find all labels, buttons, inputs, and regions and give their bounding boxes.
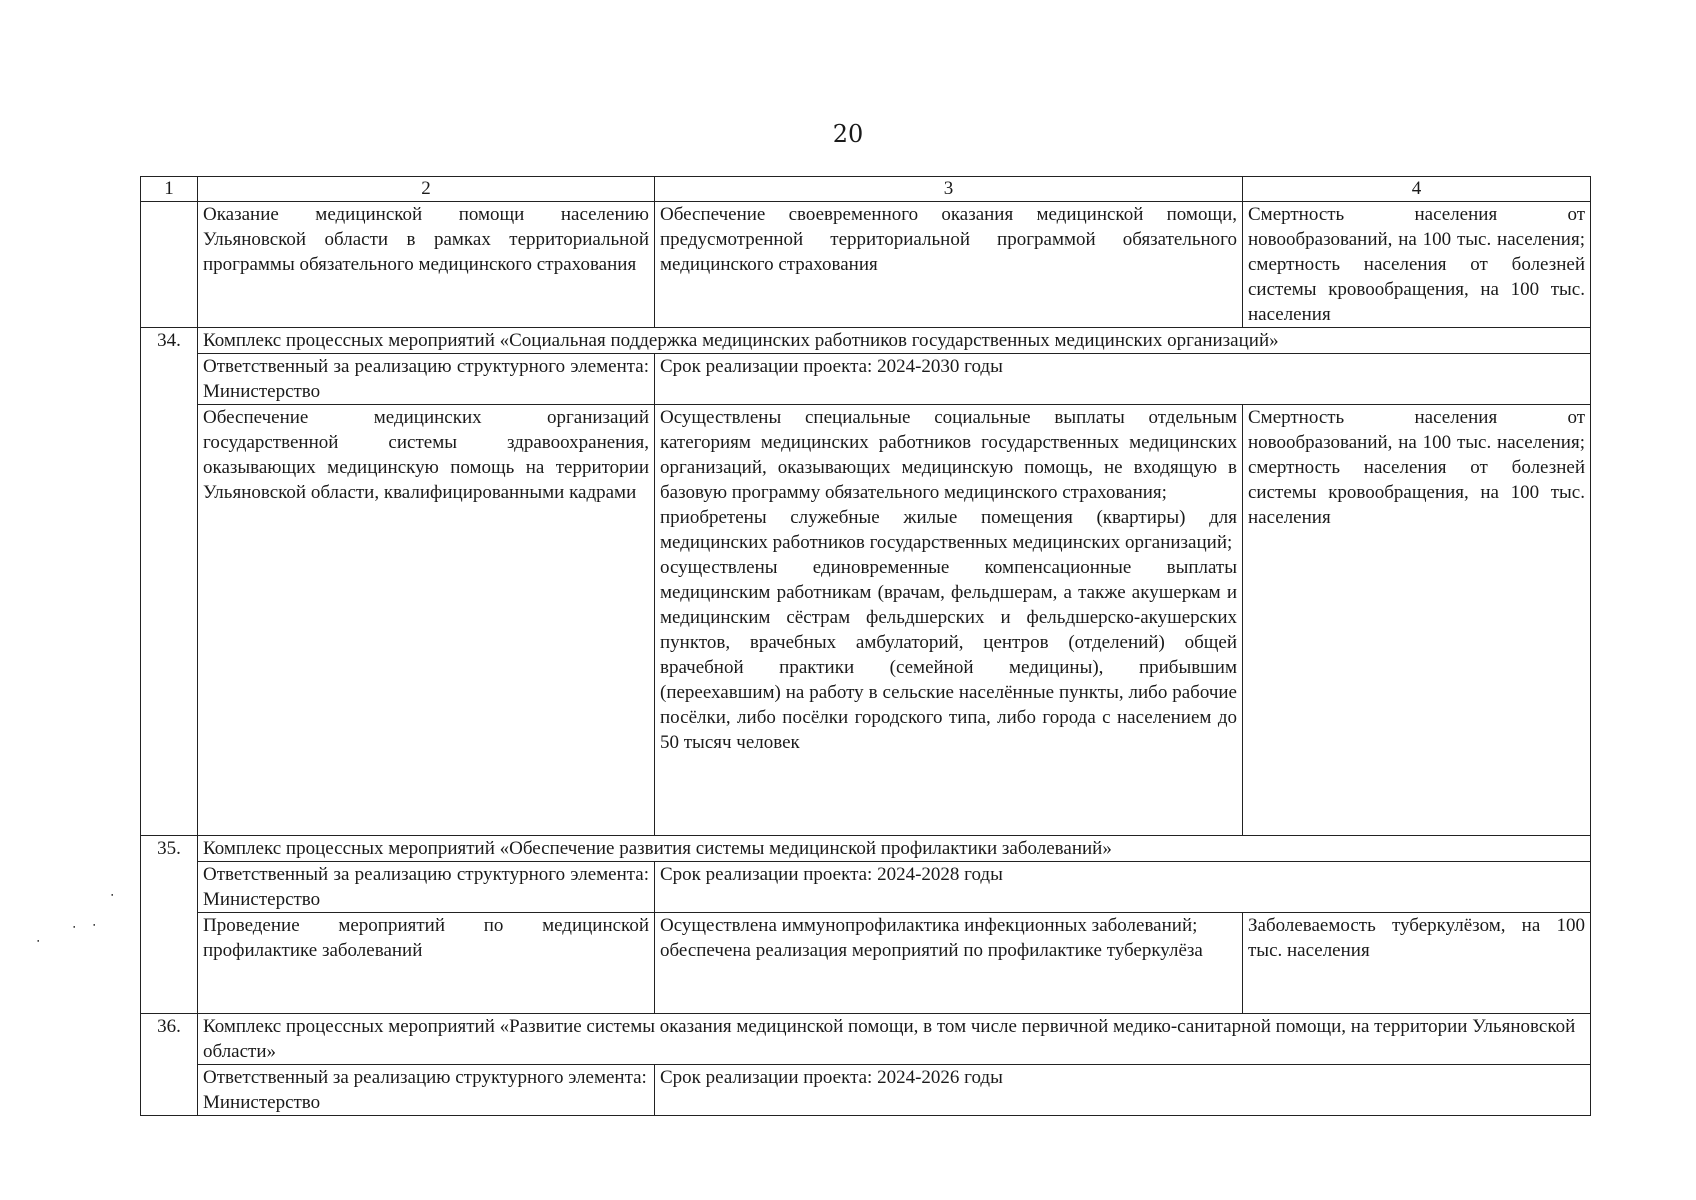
- indicator-cell: Смертность населения от новообразований, на 100 тыс. населения; смертность населения от болезней системы кровообращения, на 100 тыс. населения: [1243, 202, 1591, 328]
- page-number: 20: [832, 120, 864, 148]
- task-cell: Проведение мероприятий по медицинской профилактике заболеваний: [198, 913, 655, 1014]
- responsible-cell: Ответственный за реализацию структурного элемента: Министерство: [198, 1065, 655, 1116]
- scan-speck: ‧: [92, 918, 97, 934]
- section-title-row: [141, 836, 1591, 862]
- section-number: 36.: [141, 1014, 198, 1116]
- scan-speck: ‧: [110, 888, 115, 904]
- responsible-cell: Ответственный за реализацию структурного элемента: Министерство: [198, 862, 655, 913]
- result-item: осуществлены единовременные компенсационные выплаты медицинским работникам (врачам, фельдшерам, а также акушеркам и медицинским сёстрам фельдшерских и фельдшерско-акушерских пунктов, врачебных амбулаторий, центров (отделений) общей врачебной практики (семейной медицины), прибывшим (переехавшим) на работу в сельские населённые пункты, либо рабочие посёлки, либо посёлки городского типа, либо города с населением до 50 тысяч человек: [660, 557, 1237, 753]
- section-title: Комплекс процессных мероприятий «Социальная поддержка медицинских работников государственных медицинских организаций»: [198, 328, 1591, 354]
- result-item: Осуществлены специальные социальные выплаты отдельным категориям медицинских работников государственных медицинских организаций, оказывающих медицинскую помощь, не входящую в базовую программу обязательного медицинского страхования;: [660, 407, 1237, 503]
- row-number-cell: [141, 202, 198, 328]
- header-col-1: 1: [141, 177, 198, 202]
- result-cell: [655, 405, 1243, 836]
- section-title-row: [141, 1014, 1591, 1065]
- term-cell: Срок реализации проекта: 2024-2026 годы: [655, 1065, 1591, 1116]
- table-row: [141, 405, 1591, 836]
- term-cell: Срок реализации проекта: 2024-2028 годы: [655, 862, 1591, 913]
- result-cell: [655, 913, 1243, 1014]
- scan-speck: ‧: [72, 920, 77, 936]
- section-number: 35.: [141, 836, 198, 1014]
- result-cell: Обеспечение своевременного оказания медицинской помощи, предусмотренной территориальной программой обязательного медицинского страхования: [655, 202, 1243, 328]
- indicator-cell: Смертность населения от новообразований, на 100 тыс. населения; смертность населения от болезней системы кровообращения, на 100 тыс. населения: [1243, 405, 1591, 836]
- section-title: Комплекс процессных мероприятий «Развитие системы оказания медицинской помощи, в том числе первичной медико-санитарной помощи, на территории Ульяновской области»: [198, 1014, 1591, 1065]
- result-item: обеспечена реализация мероприятий по профилактике туберкулёза: [660, 940, 1203, 961]
- header-col-4: 4: [1243, 177, 1591, 202]
- section-number: 34.: [141, 328, 198, 836]
- section-title-row: [141, 328, 1591, 354]
- scan-speck: ‧: [36, 934, 41, 950]
- responsible-row: [141, 862, 1591, 913]
- result-item: Осуществлена иммунопрофилактика инфекционных заболеваний;: [660, 915, 1198, 936]
- responsible-cell: Ответственный за реализацию структурного элемента: Министерство: [198, 354, 655, 405]
- header-col-3: 3: [655, 177, 1243, 202]
- table-row: [141, 913, 1591, 1014]
- task-cell: Обеспечение медицинских организаций государственной системы здравоохранения, оказывающих медицинскую помощь на территории Ульяновской области, квалифицированными кадрами: [198, 405, 655, 836]
- indicator-cell: Заболеваемость туберкулёзом, на 100 тыс. населения: [1243, 913, 1591, 1014]
- table-row: [141, 202, 1591, 328]
- task-cell: Оказание медицинской помощи населению Ульяновской области в рамках территориальной программы обязательного медицинского страхования: [198, 202, 655, 328]
- responsible-row: [141, 1065, 1591, 1116]
- responsible-row: [141, 354, 1591, 405]
- result-item: приобретены служебные жилые помещения (квартиры) для медицинских работников государственных медицинских организаций;: [660, 507, 1237, 553]
- section-title: Комплекс процессных мероприятий «Обеспечение развития системы медицинской профилактики заболеваний»: [198, 836, 1591, 862]
- table-header-row: [141, 177, 1591, 202]
- term-cell: Срок реализации проекта: 2024-2030 годы: [655, 354, 1591, 405]
- program-table: [140, 176, 1591, 1116]
- header-col-2: 2: [198, 177, 655, 202]
